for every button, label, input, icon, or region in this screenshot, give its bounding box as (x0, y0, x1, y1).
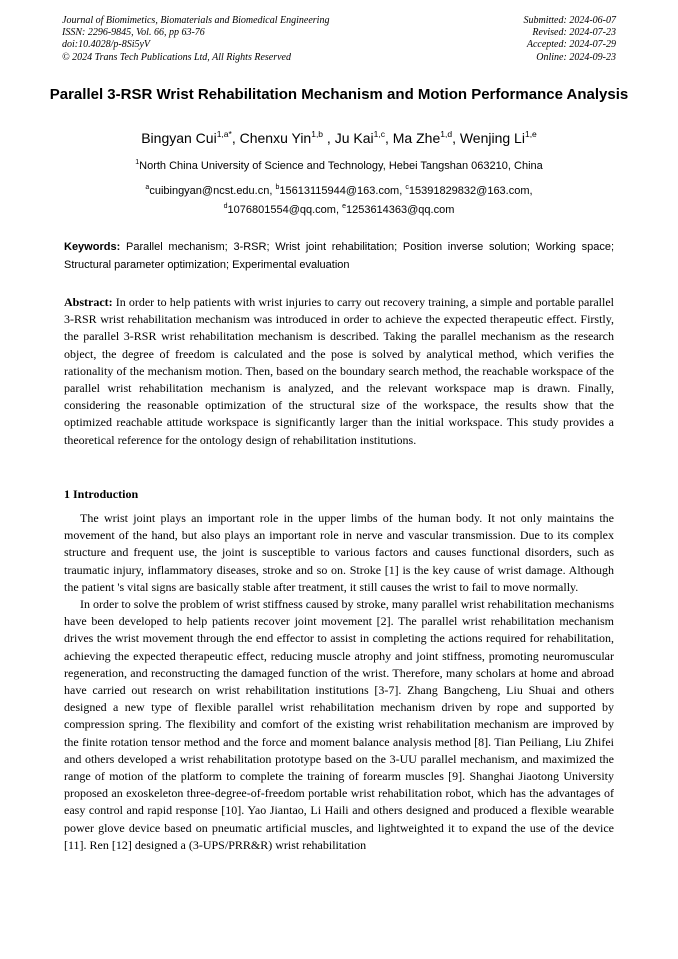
keywords-text: Parallel mechanism; 3-RSR; Wrist joint rehabilitation; Position inverse solution; Working space; Structural parameter optimization; Experimental evaluation (64, 241, 614, 271)
author-affiliation-mark: 1,d (440, 129, 453, 139)
affiliation-text: North China University of Science and Technology, Hebei Tangshan 063210, China (139, 160, 543, 172)
keywords-label: Keywords: (64, 241, 121, 253)
section-heading-introduction: 1 Introduction (64, 487, 139, 501)
email-mark: d (223, 203, 228, 210)
doi: doi:10.4028/p-8Si5yV (62, 39, 151, 51)
submitted-date: Submitted: 2024-06-07 (523, 15, 616, 26)
author-name: Chenxu Yin (239, 130, 312, 146)
journal-header-left (62, 15, 329, 64)
email-line-1 (30, 182, 648, 201)
author-list (30, 129, 648, 147)
email-mark: e (342, 203, 346, 210)
email-address[interactable]: 15613115944@163.com (279, 185, 400, 197)
email-address[interactable]: 15391829832@163.com (408, 185, 530, 197)
email-separator: , (269, 185, 276, 197)
email-list (30, 182, 648, 220)
affiliation (30, 159, 648, 173)
author-name: Ju Kai (334, 130, 374, 146)
paragraph: The wrist joint plays an important role in the upper limbs of the human body. It not only maintains the movement of the hand, but also plays an important role in nerve and vascular transmission. Due to its complex structure and frequent use, the joint is susceptible to various factors and causes functional disorders, such as traumatic injury, inflammatory diseases, stroke and so on. Stroke [1] is the key cause of wrist damage. Although the patient 's vital signs are basically stable after treatment, it still causes the wrist to fail to move normally. (64, 511, 614, 594)
author-name: Bingyan Cui (141, 130, 217, 146)
author-name: Ma Zhe (392, 130, 441, 146)
author-affiliation-mark: 1,a* (216, 129, 232, 139)
email-mark: c (405, 184, 409, 191)
email-mark: a (145, 184, 150, 191)
email-address[interactable]: cuibingyan@ncst.edu.cn (149, 185, 270, 197)
paper-title: Parallel 3-RSR Wrist Rehabilitation Mechanism and Motion Performance Analysis (49, 86, 629, 103)
author-affiliation-mark: 1,c (373, 129, 385, 139)
abstract-block (64, 294, 614, 449)
accepted-date: Accepted: 2024-07-29 (526, 39, 616, 51)
revised-date: Revised: 2024-07-23 (532, 27, 616, 39)
author-separator: , (323, 130, 335, 146)
email-address[interactable]: 1253614363@qq.com (345, 204, 455, 216)
email-mark: b (275, 184, 280, 191)
journal-name: Journal of Biomimetics, Biomaterials and Biomedical Engineering (62, 15, 330, 26)
email-address[interactable]: 1076801554@qq.com (227, 204, 336, 216)
author-affiliation-mark: 1,e (524, 129, 537, 139)
abstract-text: In order to help patients with wrist injuries to carry out recovery training, a simple and portable parallel 3-RSR wrist rehabilitation mechanism was introduced in order to achieve the expected therapeutic effect. Firstly, the parallel 3-RSR wrist rehabilitation mechanism is described. Taking the parallel mechanism as the research object, the degree of freedom is calculated and the pose is solved by analytical method, which verifies the rationality of the mechanism motion. Then, based on the boundary search method, the reachable workspace of the parallel wrist rehabilitation mechanism is analyzed, and the relevant workspace map is drawn. Finally, considering the reasonable optimization of the structural size of the workspace, the results show that the optimized reachable attitude workspace is significantly larger than the initial workspace. This study provides a theoretical reference for the ontology design of rehabilitation institutions. (64, 295, 615, 447)
email-separator: , (529, 185, 533, 197)
copyright: © 2024 Trans Tech Publications Ltd, All Rights Reserved (62, 51, 291, 63)
author-name: Wenjing Li (459, 130, 525, 146)
email-separator: , (399, 185, 406, 197)
paragraph: In order to solve the problem of wrist stiffness caused by stroke, many parallel wrist rehabilitation mechanisms have been developed to help patients recover joint movement [2]. The parallel wrist rehabilitation mechanism drives the wrist movement through the end effector to assist in completing the actions required for rehabilitation, achieving the expected therapeutic effect, reducing muscle atrophy and joint stiffness, promoting neuromuscular regeneration, and reconstructing the damaged function of the wrist. Therefore, many scholars at home and abroad have carried out research on wrist rehabilitation institutions [3-7]. Zhang Bangcheng, Liu Shuai and others designed a new type of flexible parallel wrist rehabilitation mechanism driven by rope and supported by compression spring. The flexibility and comfort of the existing wrist rehabilitation mechanism are improved by the finite rotation tensor method and the force and moment balance analysis method [8]. Tian Peiliang, Liu Zhifei and others developed a wrist rehabilitation prototype based on the 3-UU parallel mechanism, and maximized the range of motion of the platform to complete the training of forearm muscles [9]. Shanghai Jiaotong University proposed an exoskeleton three-degree-of-freedom portable wrist rehabilitation robot, which has the advantages of easy control and rapid response [10]. Yao Jiantao, Li Haili and others designed and produced a flexible wearable power glove device based on pneumatic artificial muscles, and lightweighted it to expand the use of the device [11]. Ren [12] designed a (3-UPS/PRR&R) wrist rehabilitation (64, 597, 614, 852)
author-separator: , (231, 130, 240, 146)
introduction-body (64, 510, 614, 854)
email-separator: , (335, 204, 343, 216)
author-affiliation-mark: 1,b (311, 129, 324, 139)
author-separator: , (384, 130, 393, 146)
email-line-2 (30, 201, 648, 220)
issn-volume: ISSN: 2296-9845, Vol. 66, pp 63-76 (62, 27, 205, 39)
affiliation-mark: 1 (135, 159, 140, 166)
keywords-block (64, 238, 614, 274)
abstract-label: Abstract: (64, 295, 113, 309)
online-date: Online: 2024-09-23 (536, 51, 616, 63)
journal-header-right (524, 15, 617, 64)
author-separator: , (452, 130, 460, 146)
